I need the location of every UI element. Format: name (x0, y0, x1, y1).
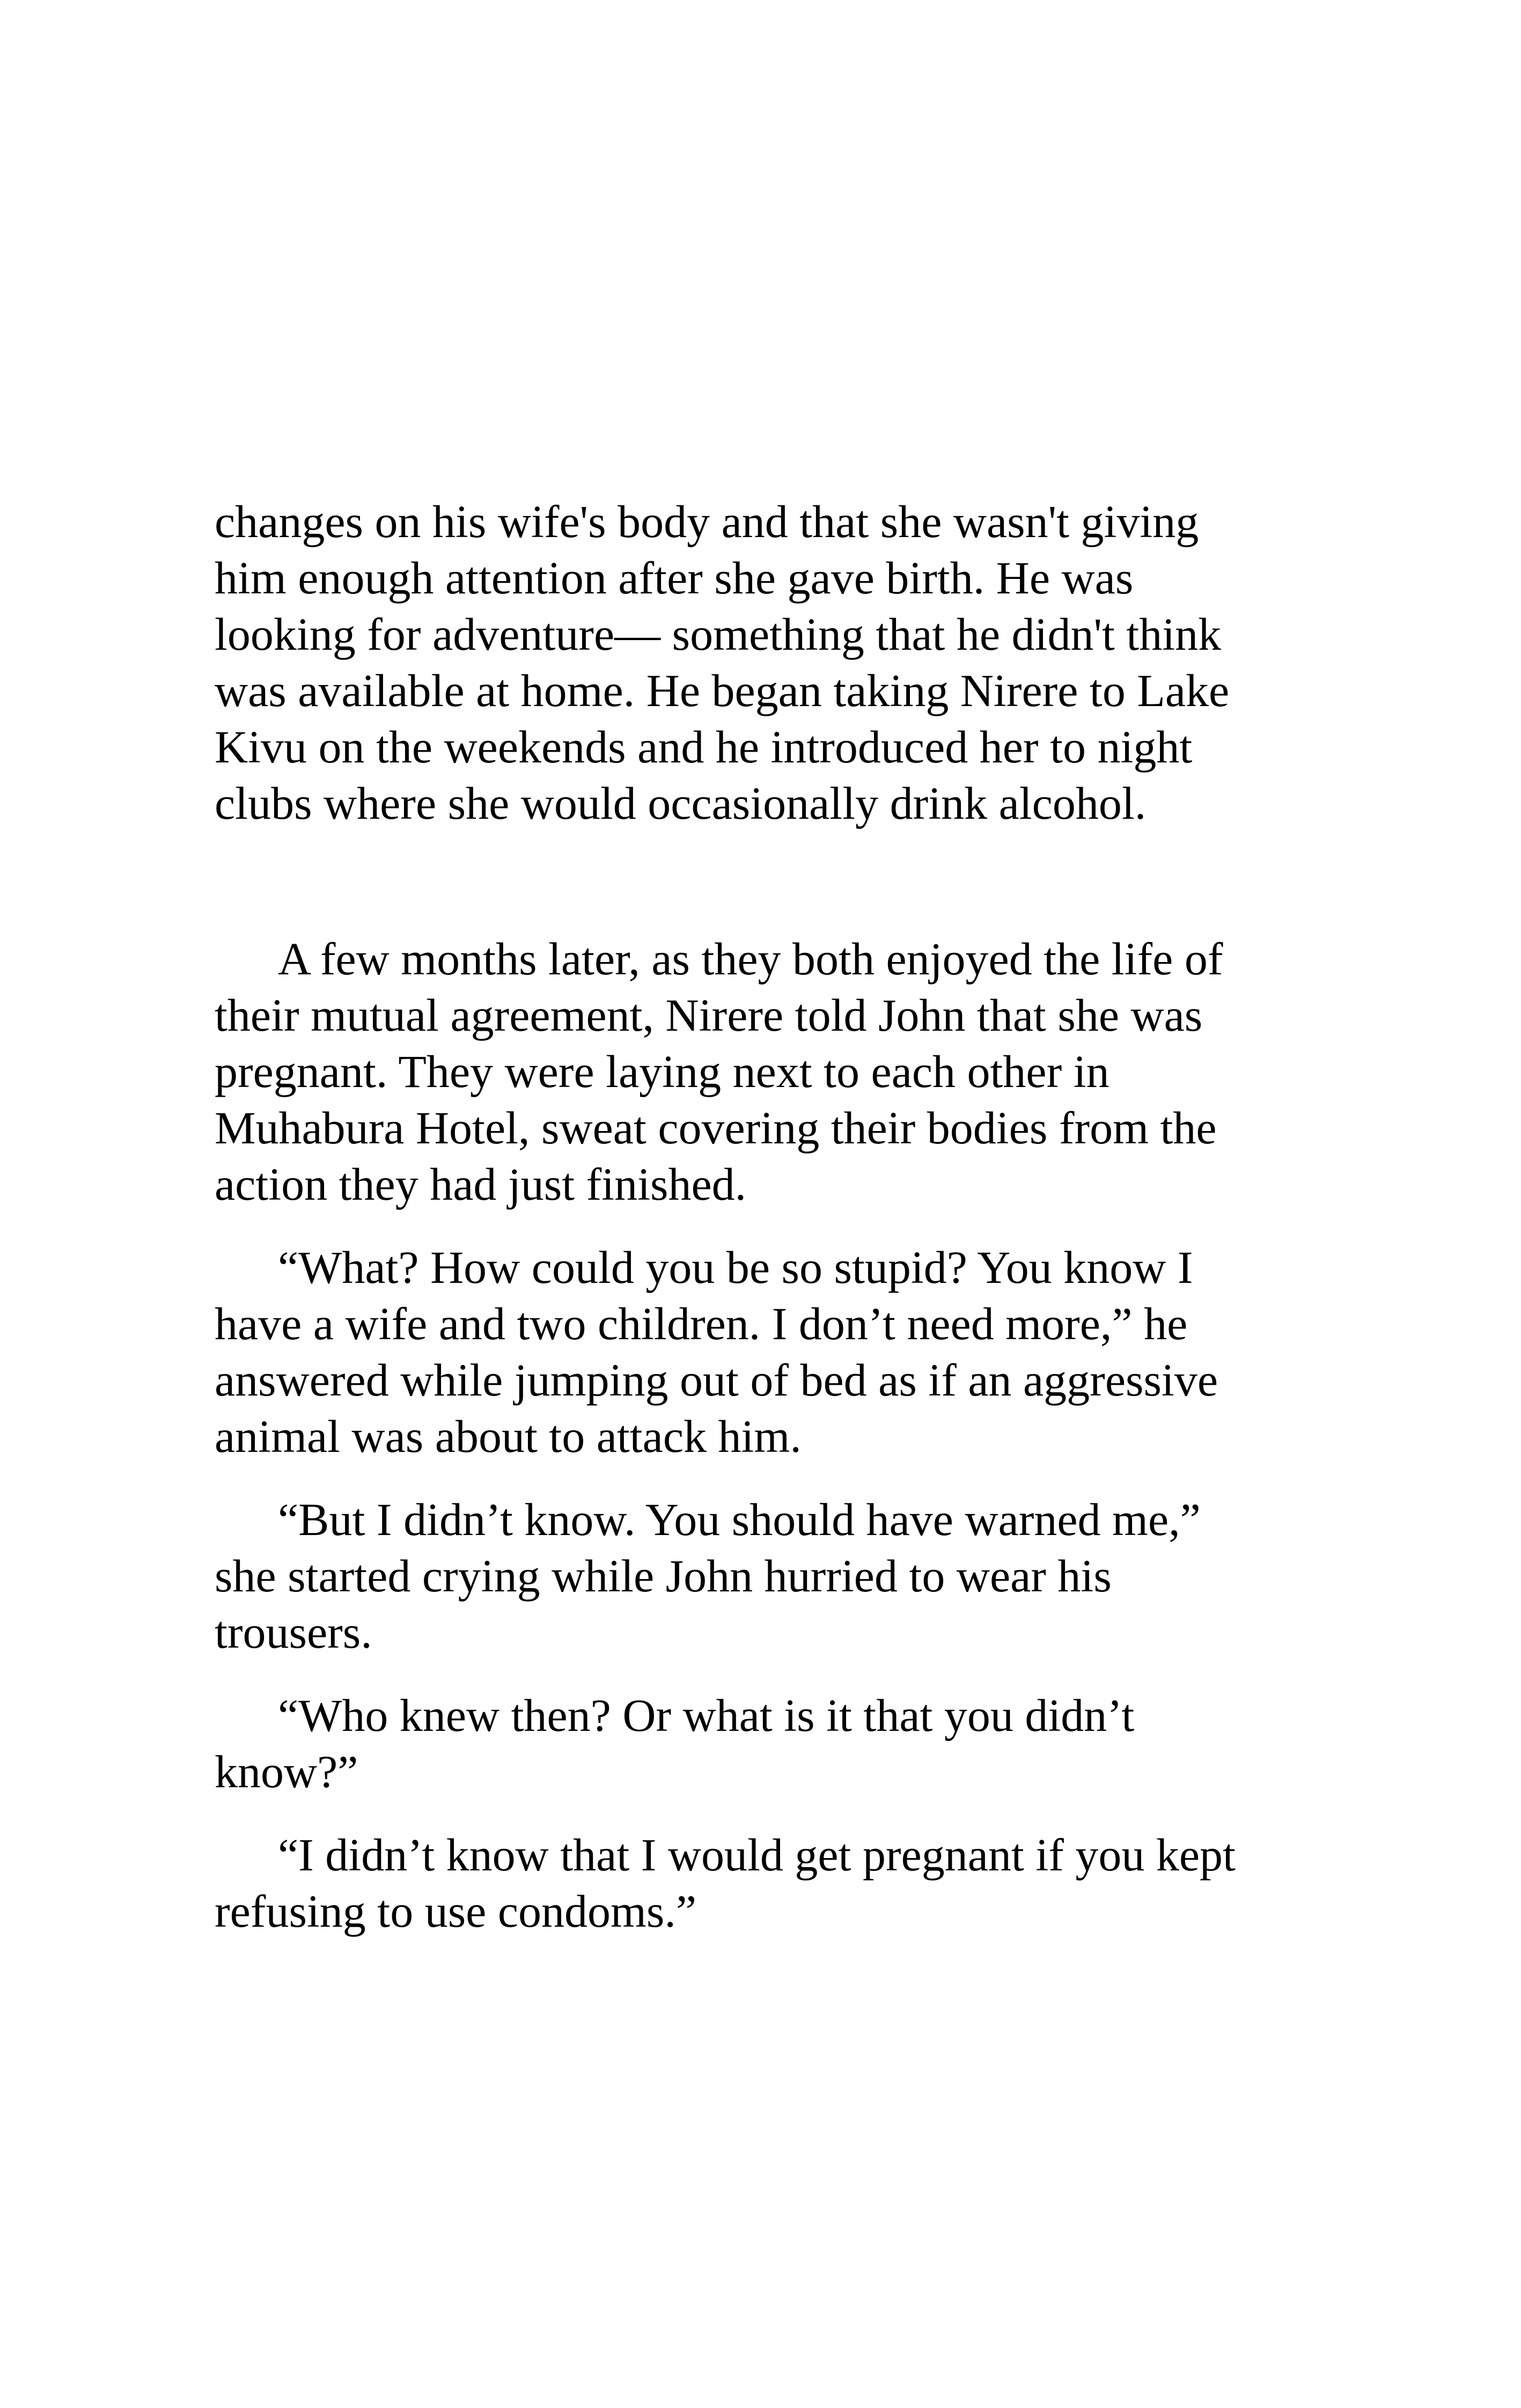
paragraph-6 (215, 1827, 1341, 1940)
text-line: action they had just finished. (215, 1158, 747, 1210)
text-line: him enough attention after she gave birth. He was (215, 552, 1134, 604)
text-line: answered while jumping out of bed as if an aggressive (215, 1354, 1218, 1406)
text-line: pregnant. They were laying next to each other in (215, 1046, 1109, 1097)
text-line: “What? How could you be so stupid? You know I (278, 1242, 1193, 1293)
paragraph-spacer (215, 1213, 1341, 1239)
paragraph-3 (215, 1239, 1341, 1465)
paragraph-spacer (215, 1465, 1341, 1492)
page-body-text (215, 494, 1341, 1940)
text-line: have a wife and two children. I don’t need more,” he (215, 1298, 1188, 1349)
paragraph-4 (215, 1492, 1341, 1661)
text-line: she started crying while John hurried to wear his (215, 1550, 1112, 1602)
text-line: looking for adventure— something that he didn't think (215, 608, 1222, 660)
text-line: trousers. (215, 1606, 372, 1658)
text-line: “Who knew then? Or what is it that you didn’t (278, 1690, 1135, 1741)
text-line: refusing to use condoms.” (215, 1885, 697, 1937)
text-line: know?” (215, 1746, 358, 1797)
paragraph-spacer (215, 832, 1341, 931)
paragraph-spacer (215, 1661, 1341, 1687)
paragraph-2 (215, 931, 1341, 1213)
text-line: “I didn’t know that I would get pregnant if you kept (278, 1829, 1236, 1881)
paragraph-5 (215, 1687, 1341, 1800)
text-line: was available at home. He began taking Nirere to Lake (215, 665, 1230, 716)
text-line: their mutual agreement, Nirere told John that she was (215, 989, 1203, 1041)
paragraph-1 (215, 494, 1341, 832)
text-line: animal was about to attack him. (215, 1411, 802, 1462)
text-line: Muhabura Hotel, sweat covering their bodies from the (215, 1102, 1217, 1154)
text-line: clubs where she would occasionally drink alcohol. (215, 777, 1147, 829)
text-line: changes on his wife's body and that she wasn't giving (215, 496, 1199, 547)
text-line: Kivu on the weekends and he introduced her to night (215, 721, 1193, 773)
text-line: “But I didn’t know. You should have warned me,” (278, 1494, 1201, 1545)
paragraph-spacer (215, 1800, 1341, 1827)
text-line: A few months later, as they both enjoyed the life of (278, 933, 1223, 985)
